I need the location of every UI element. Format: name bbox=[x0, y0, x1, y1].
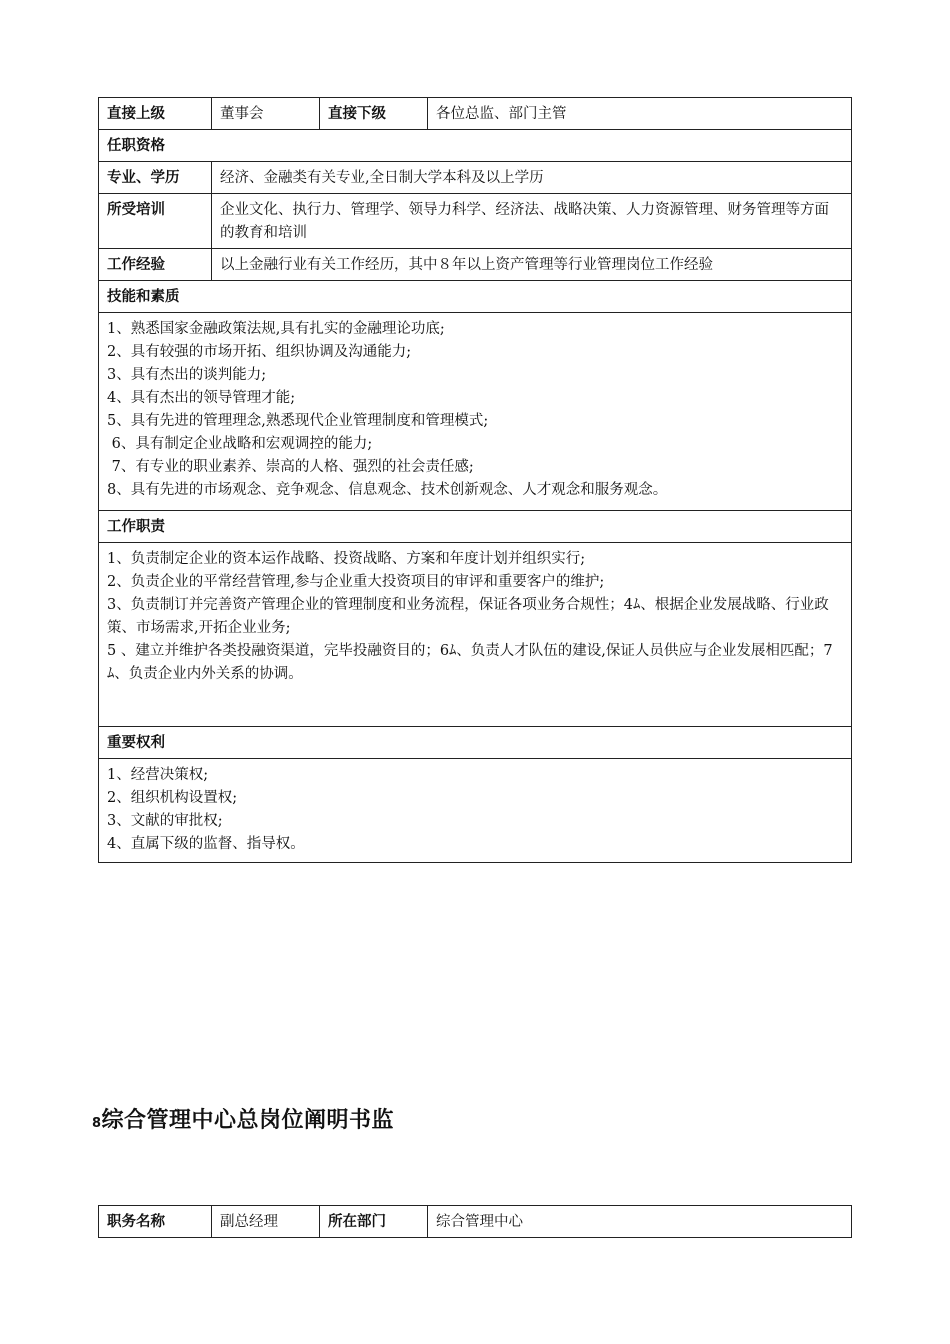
position-table bbox=[98, 1205, 852, 1238]
major-label: 专业、学历 bbox=[99, 162, 212, 194]
list-item: 2、组织机构设置权; bbox=[107, 790, 238, 806]
major-value: 经济、金融类有关专业,全日制大学本科及以上学历 bbox=[212, 162, 852, 194]
list-item: 2、负责企业的平常经营管理,参与企业重大投资项目的审评和重要客户的维护; bbox=[107, 574, 605, 590]
superior-value: 董事会 bbox=[212, 98, 320, 130]
list-item: 5、具有先进的管理理念,熟悉现代企业管理制度和管理模式; bbox=[107, 413, 489, 429]
subordinate-value: 各位总监、部门主管 bbox=[428, 98, 852, 130]
qualifications-header: 任职资格 bbox=[99, 130, 852, 162]
list-item: 6、具有制定企业战略和宏观调控的能力; bbox=[107, 436, 373, 452]
list-item: 7、有专业的职业素养、崇高的人格、强烈的社会责任感; bbox=[107, 459, 474, 475]
list-item: 1、熟悉国家金融政策法规,具有扎实的金融理论功底; bbox=[107, 321, 445, 337]
department-value: 综合管理中心 bbox=[428, 1206, 852, 1238]
section-title bbox=[92, 1103, 394, 1134]
subordinate-label: 直接下级 bbox=[320, 98, 428, 130]
position-name-label: 职务名称 bbox=[99, 1206, 212, 1238]
list-item: 3、具有杰出的谈判能力; bbox=[107, 367, 267, 383]
list-item: 4、直属下级的监督、指导权。 bbox=[107, 836, 305, 852]
experience-value: 以上金融行业有关工作经历，其中８年以上资产管理等行业管理岗位工作经验 bbox=[212, 249, 852, 281]
list-item: 4、具有杰出的领导管理才能; bbox=[107, 390, 296, 406]
skills-list bbox=[99, 313, 852, 511]
duties-header: 工作职责 bbox=[99, 511, 852, 543]
job-description-table bbox=[98, 97, 852, 863]
list-item: 2、具有较强的市场开拓、组织协调及沟通能力; bbox=[107, 344, 412, 360]
duties-list bbox=[99, 543, 852, 727]
list-item: 1、负责制定企业的资本运作战略、投资战略、方案和年度计划并组织实行; bbox=[107, 551, 586, 567]
list-item: 3、负责制订并完善资产管理企业的管理制度和业务流程，保证各项业务合规性；4ﾑ、根据企业发展战略、行业政策、市场需求,开拓企业业务; bbox=[107, 597, 829, 636]
list-item: 1、经营决策权; bbox=[107, 767, 209, 783]
department-label: 所在部门 bbox=[320, 1206, 428, 1238]
section-title-text: 综合管理中心总岗位阐明书监 bbox=[101, 1108, 395, 1133]
reporting-row bbox=[99, 98, 852, 130]
section-number: 8 bbox=[92, 1116, 102, 1131]
list-item: 3、文献的审批权; bbox=[107, 813, 223, 829]
experience-label: 工作经验 bbox=[99, 249, 212, 281]
position-name-value: 副总经理 bbox=[212, 1206, 320, 1238]
rights-header: 重要权利 bbox=[99, 727, 852, 759]
training-label: 所受培训 bbox=[99, 194, 212, 249]
superior-label: 直接上级 bbox=[99, 98, 212, 130]
training-value: 企业文化、执行力、管理学、领导力科学、经济法、战略决策、人力资源管理、财务管理等方面的教育和培训 bbox=[212, 194, 852, 249]
list-item: 8、具有先进的市场观念、竞争观念、信息观念、技术创新观念、人才观念和服务观念。 bbox=[107, 482, 668, 498]
rights-list bbox=[99, 759, 852, 863]
list-item: 5 、建立并维护各类投融资渠道，完毕投融资目的；6ﾑ、负责人才队伍的建设,保证人员供应与企业发展相匹配；7ﾑ、负责企业内外关系的协调。 bbox=[107, 643, 833, 682]
skills-header: 技能和素质 bbox=[99, 281, 852, 313]
